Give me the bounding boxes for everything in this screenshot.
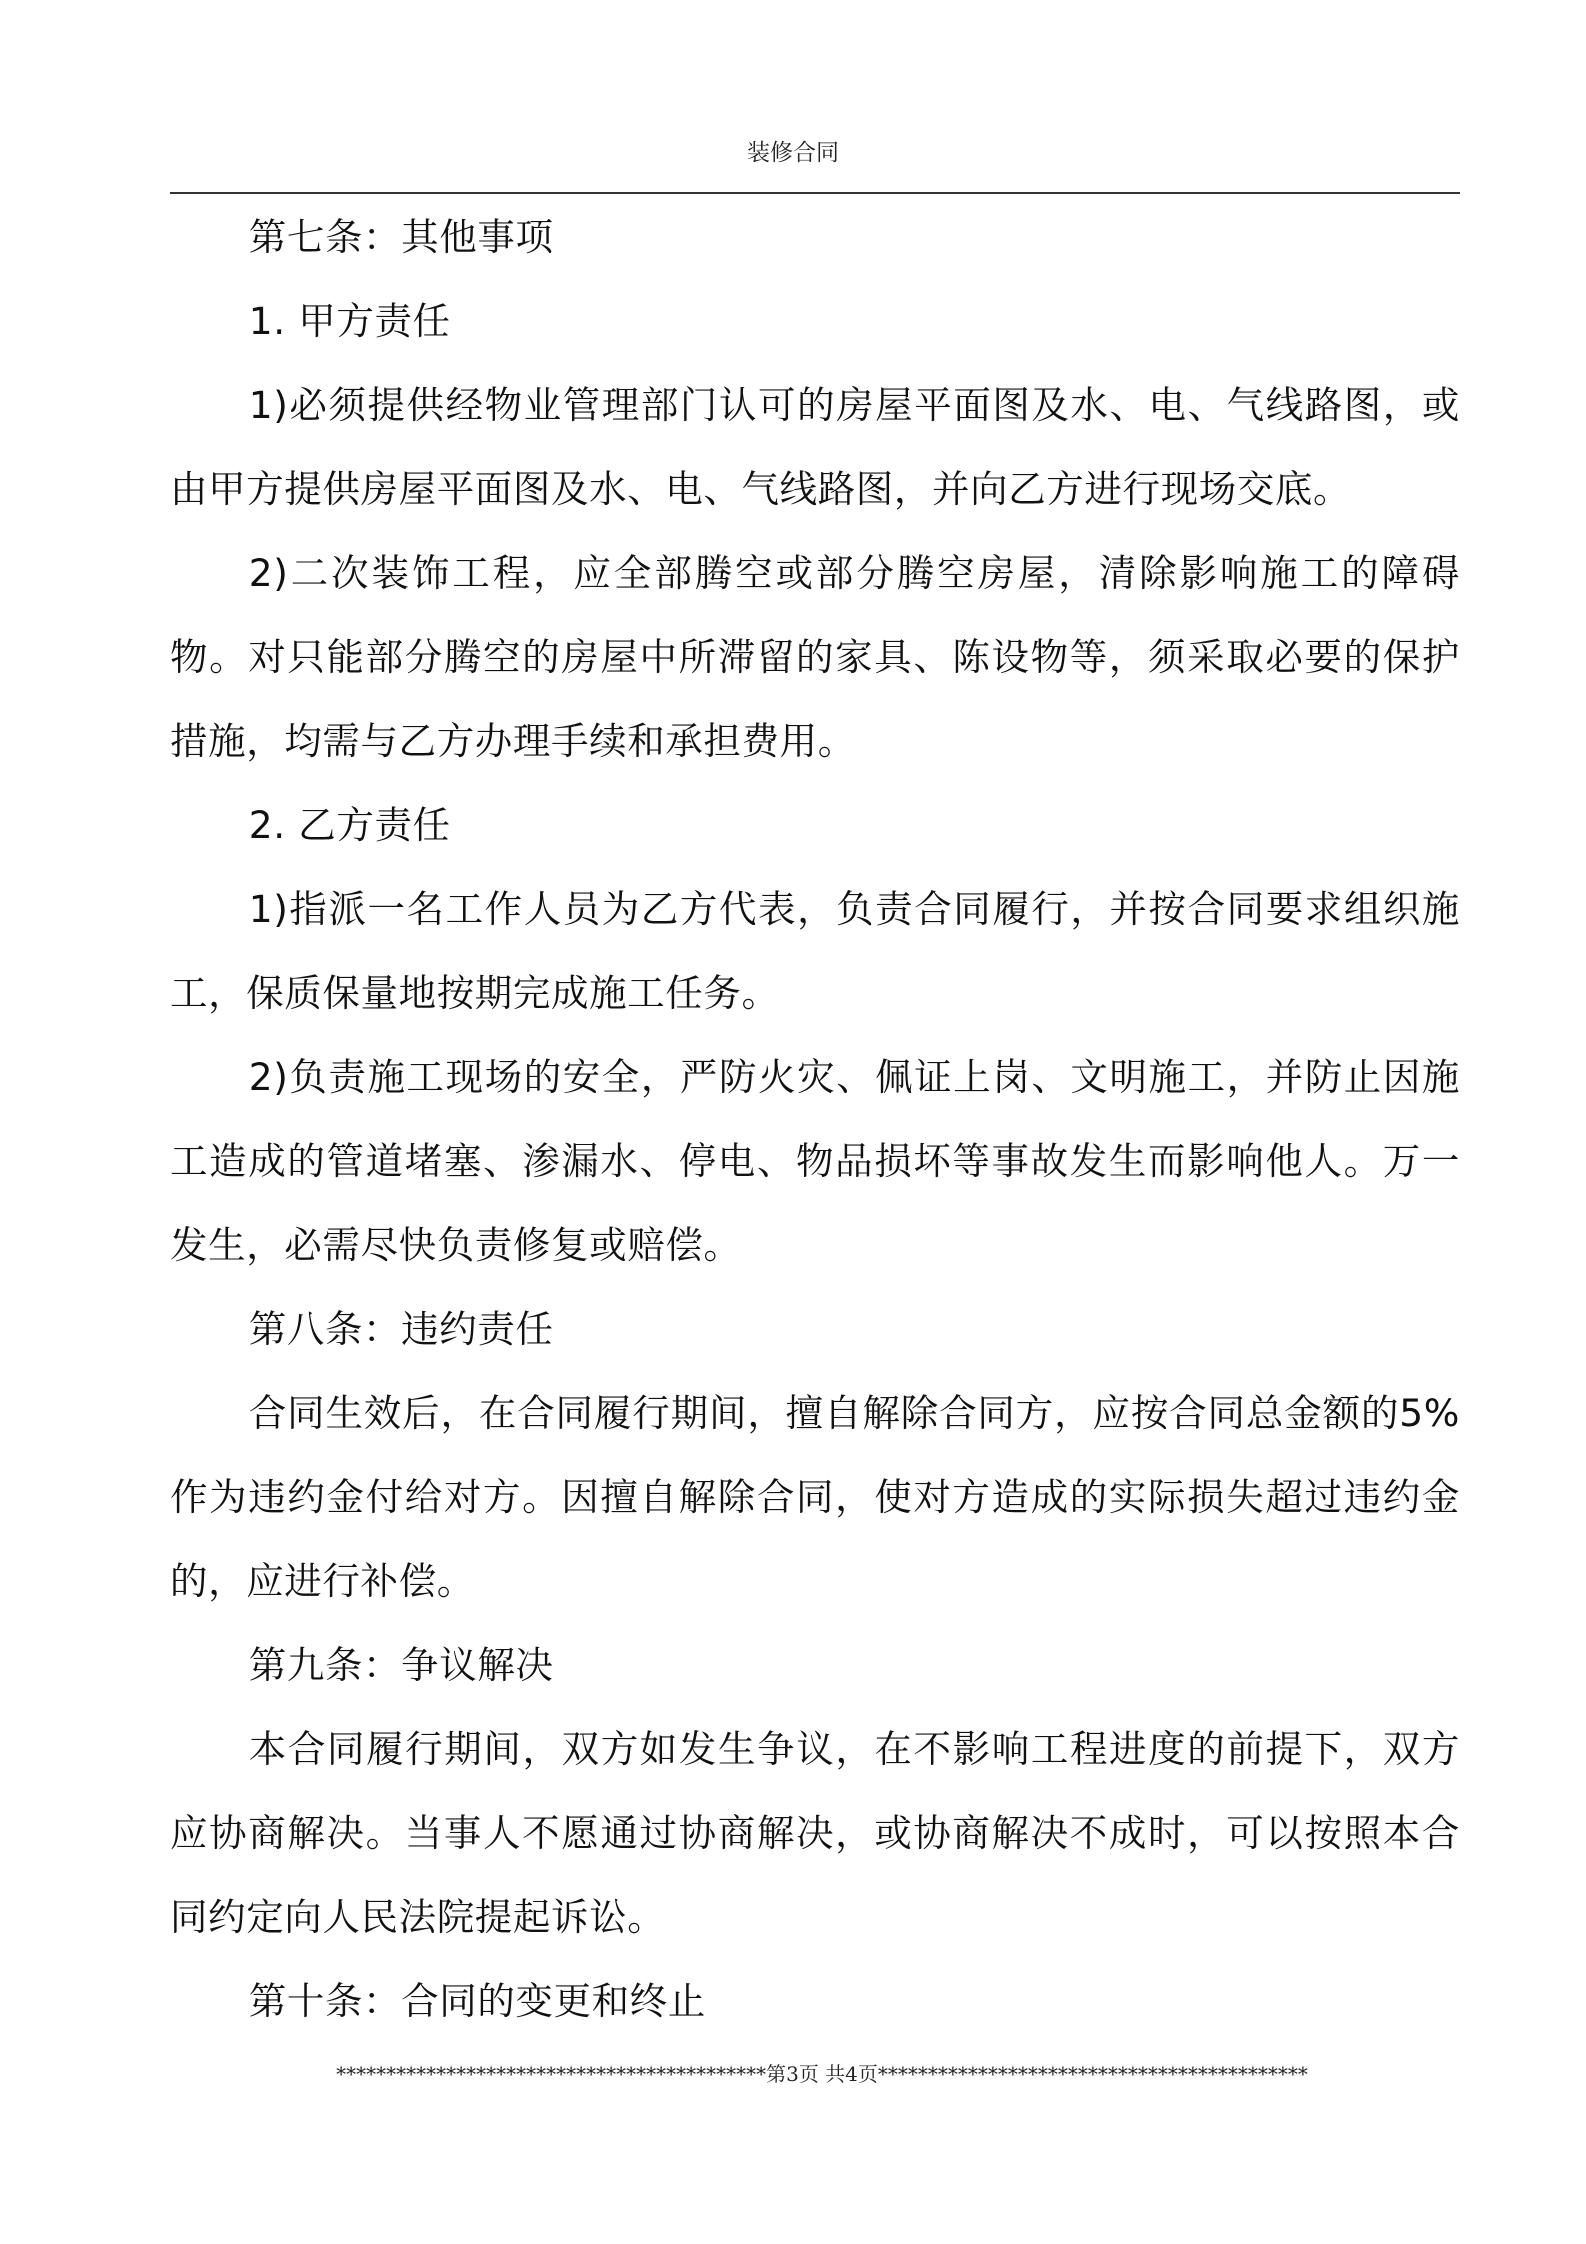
- party-b-duty-item-2: 2)负责施工现场的安全，严防火灾、佩证上岗、文明施工，并防止因施工造成的管道堵塞、渗漏水、停电、物品损坏等事故发生而影响他人。万一发生，必需尽快负责修复或赔偿。: [170, 1055, 1460, 1267]
- article-9-body: 本合同履行期间，双方如发生争议，在不影响工程进度的前提下，双方应协商解决。当事人不愿通过协商解决，或协商解决不成时，可以按照本合同约定向人民法院提起诉讼。: [170, 1727, 1460, 1939]
- header-divider: [170, 192, 1460, 194]
- party-b-duty-heading: 2. 乙方责任: [248, 803, 451, 847]
- party-b-duty-item-1: 1)指派一名工作人员为乙方代表，负责合同履行，并按合同要求组织施工，保质保量地按期完成施工任务。: [170, 887, 1460, 1015]
- page-header-title: 装修合同: [747, 140, 839, 166]
- party-a-duty-heading: 1. 甲方责任: [248, 299, 451, 343]
- article-9-heading: 第九条：争议解决: [248, 1643, 554, 1687]
- article-7-heading: 第七条：其他事项: [248, 215, 554, 259]
- article-8-heading: 第八条：违约责任: [248, 1307, 554, 1351]
- party-a-duty-item-1: 1)必须提供经物业管理部门认可的房屋平面图及水、电、气线路图，或由甲方提供房屋平面图及水、电、气线路图，并向乙方进行现场交底。: [170, 383, 1460, 511]
- article-10-heading: 第十条：合同的变更和终止: [248, 1979, 706, 2023]
- contract-body: [170, 195, 1460, 2043]
- article-8-body: 合同生效后，在合同履行期间，擅自解除合同方，应按合同总金额的5%作为违约金付给对方。因擅自解除合同，使对方造成的实际损失超过违约金的，应进行补偿。: [170, 1391, 1460, 1603]
- party-a-duty-item-2: 2)二次装饰工程，应全部腾空或部分腾空房屋，清除影响施工的障碍物。对只能部分腾空的房屋中所滞留的家具、陈设物等，须采取必要的保护措施，均需与乙方办理手续和承担费用。: [170, 551, 1460, 763]
- page-footer-number: *******************************************第3页 共4页*******************************************: [336, 2062, 1308, 2086]
